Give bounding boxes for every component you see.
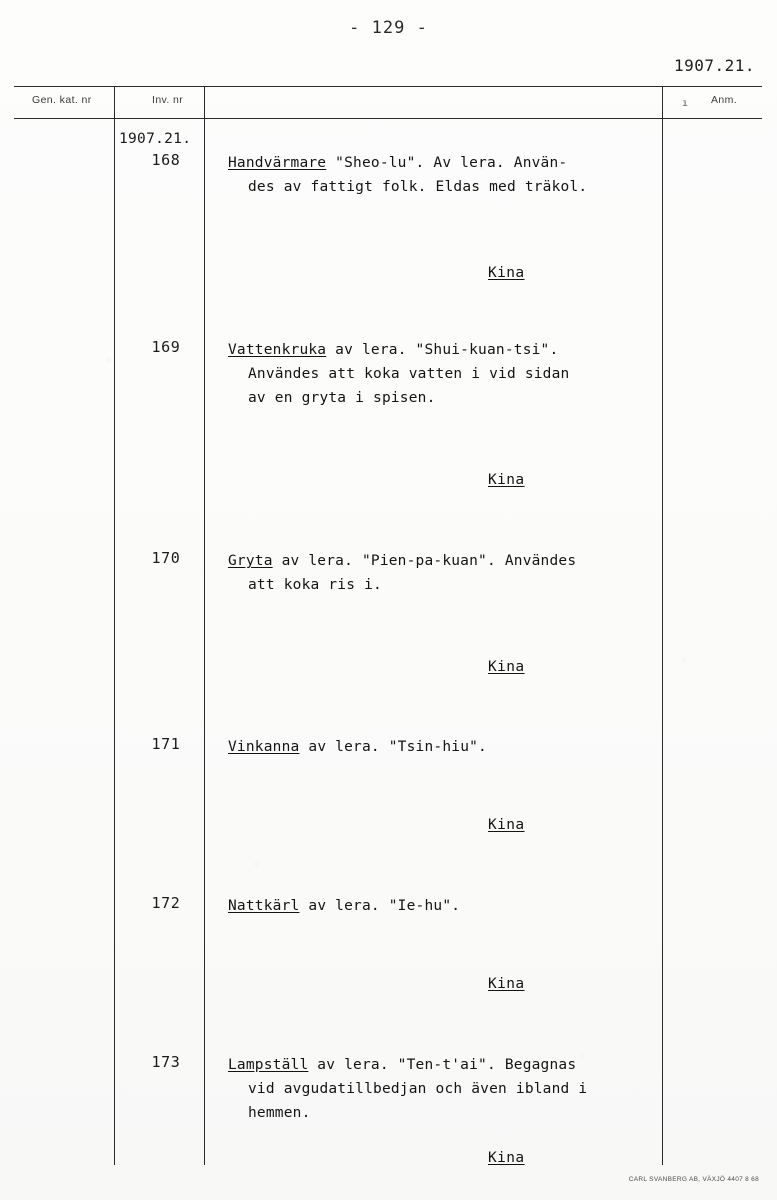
entry-origin: Kina xyxy=(488,1150,525,1166)
entry-line3: hemmen. xyxy=(248,1105,311,1121)
anm-tick-mark: ı xyxy=(682,98,689,109)
column-rule-2 xyxy=(204,87,205,1165)
column-header-gen-kat-nr: Gen. kat. nr xyxy=(32,94,92,106)
accession-number-header: 1907.21. xyxy=(673,56,755,75)
entry-line3: av en gryta i spisen. xyxy=(248,390,436,406)
inv-nr: 173 xyxy=(151,1053,181,1071)
entry-term: Gryta xyxy=(228,553,273,569)
column-rule-3 xyxy=(662,87,663,1165)
column-rule-1 xyxy=(114,87,115,1165)
inv-nr: 169 xyxy=(151,338,181,356)
entry-line1: "Sheo-lu". Av lera. Använ- xyxy=(326,155,568,171)
entry-line2: vid avgudatillbedjan och även ibland i xyxy=(248,1081,588,1097)
entry-line2: att koka ris i. xyxy=(248,577,382,593)
catalogue-table xyxy=(14,86,762,1164)
column-header-inv-nr: Inv. nr xyxy=(152,94,184,106)
entry-description xyxy=(228,549,678,597)
entry-description xyxy=(228,735,660,759)
inv-nr: 171 xyxy=(151,735,181,753)
entry-line1: av lera. "Pien-pa-kuan". Användes xyxy=(272,553,577,569)
entry-term: Vinkanna xyxy=(228,739,300,755)
group-accession-label: 1907.21. xyxy=(119,131,192,147)
entry-origin: Kina xyxy=(488,817,525,833)
inv-nr: 168 xyxy=(151,151,181,169)
entry-description xyxy=(228,338,660,410)
entry-description xyxy=(228,894,660,918)
entry-origin: Kina xyxy=(488,265,525,281)
entry-line1: av lera. "Ten-t'ai". Begagnas xyxy=(308,1057,577,1073)
entry-description xyxy=(228,151,660,199)
table-header-rule xyxy=(14,118,762,119)
inv-nr: 170 xyxy=(151,549,181,567)
column-header-anm: Anm. xyxy=(711,94,738,106)
entry-line2: Användes att koka vatten i vid sidan xyxy=(248,366,570,382)
entry-origin: Kina xyxy=(488,472,525,488)
page-number: - 129 - xyxy=(349,18,428,38)
entry-term: Vattenkruka xyxy=(228,342,327,358)
entry-origin: Kina xyxy=(488,976,525,992)
entry-origin: Kina xyxy=(488,659,525,675)
entry-term: Nattkärl xyxy=(228,898,300,914)
inv-nr: 172 xyxy=(151,894,181,912)
entry-line2: des av fattigt folk. Eldas med träkol. xyxy=(248,179,588,195)
entry-term: Lampställ xyxy=(228,1057,309,1073)
printer-imprint: CARL SVANBERG AB, VÄXJÖ 4407 8 68 xyxy=(628,1176,759,1183)
entry-line1: av lera. "Ie-hu". xyxy=(299,898,461,914)
entry-line1: av lera. "Shui-kuan-tsi". xyxy=(326,342,559,358)
entry-line1: av lera. "Tsin-hiu". xyxy=(299,739,487,755)
entry-term: Handvärmare xyxy=(228,155,327,171)
entry-description xyxy=(228,1053,678,1125)
